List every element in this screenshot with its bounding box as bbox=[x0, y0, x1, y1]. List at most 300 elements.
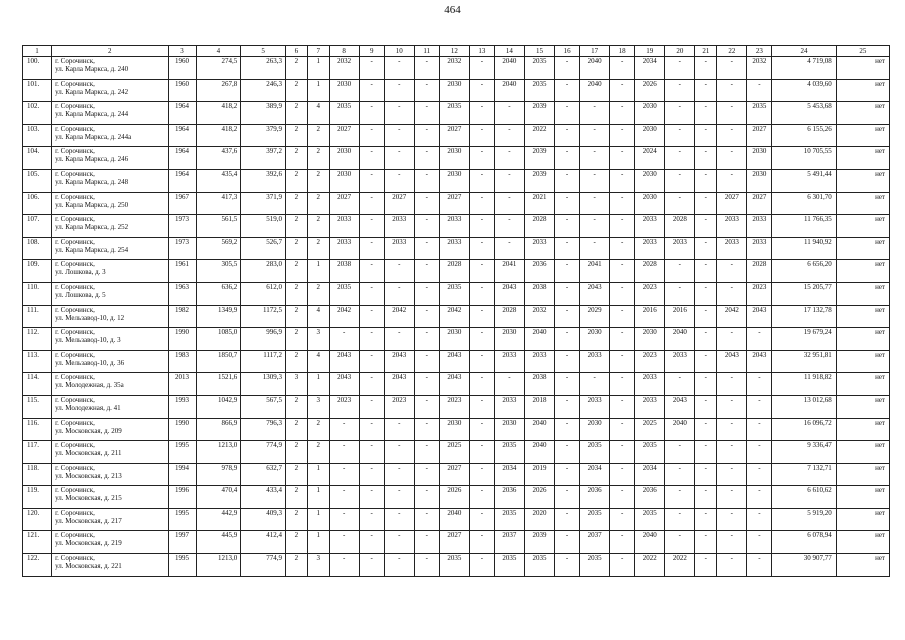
cell-col-12: 2030 bbox=[439, 79, 469, 102]
cell-col-25: нет bbox=[836, 418, 889, 441]
cell-col-19: 2030 bbox=[635, 102, 665, 125]
cell-col-6: 2 bbox=[285, 57, 307, 80]
cell-col-22: - bbox=[717, 395, 747, 418]
cell-col-3: 2013 bbox=[168, 373, 196, 396]
cell-col-8: - bbox=[329, 463, 359, 486]
cell-col-4: 442,9 bbox=[196, 508, 241, 531]
cell-col-5: 1172,5 bbox=[241, 305, 286, 328]
cell-col-9: - bbox=[359, 282, 384, 305]
address-city: г. Сорочинск, bbox=[55, 395, 95, 404]
address-cell bbox=[52, 147, 168, 170]
column-header-11: 11 bbox=[414, 46, 439, 57]
cell-col-5: 409,3 bbox=[241, 508, 286, 531]
cell-col-6: 2 bbox=[285, 260, 307, 283]
cell-col-5: 371,9 bbox=[241, 192, 286, 215]
cell-col-8: 2030 bbox=[329, 169, 359, 192]
cell-col-11: - bbox=[414, 554, 439, 577]
cell-col-18: - bbox=[610, 79, 635, 102]
cell-col-20: 2040 bbox=[665, 418, 695, 441]
cell-col-21: - bbox=[695, 169, 717, 192]
cell-col-20: 2043 bbox=[665, 395, 695, 418]
cell-col-23: 2043 bbox=[747, 350, 772, 373]
cell-col-9: - bbox=[359, 260, 384, 283]
cell-col-10: - bbox=[384, 124, 414, 147]
cell-col-22: 2042 bbox=[717, 305, 747, 328]
cell-col-8: - bbox=[329, 554, 359, 577]
address-cell bbox=[52, 215, 168, 238]
cell-col-16: - bbox=[555, 350, 580, 373]
cell-col-3: 1963 bbox=[168, 282, 196, 305]
cell-col-10: - bbox=[384, 102, 414, 125]
table-row bbox=[23, 147, 890, 170]
cell-col-19: 2024 bbox=[635, 147, 665, 170]
cell-col-19: 2035 bbox=[635, 441, 665, 464]
cell-col-23: 2027 bbox=[747, 192, 772, 215]
cell-col-8: - bbox=[329, 418, 359, 441]
address-street: ул. Московская, д. 215 bbox=[55, 494, 122, 503]
cell-col-17: 2033 bbox=[580, 395, 610, 418]
cell-col-10: - bbox=[384, 147, 414, 170]
table-row bbox=[23, 305, 890, 328]
address-cell bbox=[52, 395, 168, 418]
cell-col-21: - bbox=[695, 79, 717, 102]
address-city: г. Сорочинск, bbox=[55, 147, 95, 156]
address-cell bbox=[52, 508, 168, 531]
column-header-6: 6 bbox=[285, 46, 307, 57]
cell-col-24: 6 078,94 bbox=[772, 531, 836, 554]
row-number: 105. bbox=[23, 169, 52, 192]
cell-col-7: 2 bbox=[307, 418, 329, 441]
cell-col-21: - bbox=[695, 554, 717, 577]
cell-col-7: 2 bbox=[307, 282, 329, 305]
cell-col-8: 2038 bbox=[329, 260, 359, 283]
address-cell bbox=[52, 418, 168, 441]
cell-col-22: - bbox=[717, 463, 747, 486]
cell-col-19: 2022 bbox=[635, 554, 665, 577]
cell-col-4: 569,2 bbox=[196, 237, 241, 260]
cell-col-4: 978,9 bbox=[196, 463, 241, 486]
cell-col-6: 2 bbox=[285, 237, 307, 260]
row-number: 112. bbox=[23, 328, 52, 351]
cell-col-9: - bbox=[359, 124, 384, 147]
cell-col-12: 2043 bbox=[439, 373, 469, 396]
cell-col-11: - bbox=[414, 373, 439, 396]
cell-col-23: - bbox=[747, 79, 772, 102]
address-street: ул. Мельзавод-10, д. 36 bbox=[55, 358, 125, 367]
cell-col-25: нет bbox=[836, 531, 889, 554]
cell-col-22: - bbox=[717, 486, 747, 509]
cell-col-25: нет bbox=[836, 102, 889, 125]
cell-col-25: нет bbox=[836, 215, 889, 238]
address-street: ул. Московская, д. 221 bbox=[55, 562, 122, 571]
cell-col-12: 2027 bbox=[439, 531, 469, 554]
table-row bbox=[23, 124, 890, 147]
cell-col-25: нет bbox=[836, 373, 889, 396]
address-city: г. Сорочинск, bbox=[55, 350, 95, 359]
cell-col-11: - bbox=[414, 102, 439, 125]
address-cell bbox=[52, 441, 168, 464]
cell-col-8: 2030 bbox=[329, 147, 359, 170]
address-cell bbox=[52, 169, 168, 192]
address-street: ул. Лошкова, д. 5 bbox=[55, 290, 106, 299]
cell-col-9: - bbox=[359, 169, 384, 192]
cell-col-22: - bbox=[717, 124, 747, 147]
cell-col-24: 6 610,62 bbox=[772, 486, 836, 509]
cell-col-3: 1964 bbox=[168, 169, 196, 192]
cell-col-21: - bbox=[695, 305, 717, 328]
cell-col-4: 1042,9 bbox=[196, 395, 241, 418]
cell-col-20: - bbox=[665, 373, 695, 396]
cell-col-13: - bbox=[469, 215, 494, 238]
cell-col-17: - bbox=[580, 373, 610, 396]
column-header-2: 2 bbox=[52, 46, 168, 57]
address-street: ул. Московская, д. 219 bbox=[55, 539, 122, 548]
address-cell bbox=[52, 328, 168, 351]
table-row bbox=[23, 328, 890, 351]
cell-col-23: 2030 bbox=[747, 147, 772, 170]
cell-col-14: 2033 bbox=[494, 350, 524, 373]
cell-col-7: 1 bbox=[307, 260, 329, 283]
cell-col-7: 1 bbox=[307, 373, 329, 396]
cell-col-4: 470,4 bbox=[196, 486, 241, 509]
table-row bbox=[23, 192, 890, 215]
table-row bbox=[23, 57, 890, 80]
cell-col-22: - bbox=[717, 102, 747, 125]
cell-col-25: нет bbox=[836, 305, 889, 328]
address-cell bbox=[52, 102, 168, 125]
cell-col-23: - bbox=[747, 531, 772, 554]
cell-col-23: - bbox=[747, 508, 772, 531]
cell-col-19: 2033 bbox=[635, 373, 665, 396]
address-city: г. Сорочинск, bbox=[55, 508, 95, 517]
cell-col-5: 796,3 bbox=[241, 418, 286, 441]
cell-col-13: - bbox=[469, 441, 494, 464]
cell-col-23: 2023 bbox=[747, 282, 772, 305]
cell-col-19: 2028 bbox=[635, 260, 665, 283]
cell-col-12: 2032 bbox=[439, 57, 469, 80]
cell-col-24: 11 918,82 bbox=[772, 373, 836, 396]
address-cell bbox=[52, 260, 168, 283]
cell-col-3: 1960 bbox=[168, 57, 196, 80]
cell-col-16: - bbox=[555, 463, 580, 486]
cell-col-4: 418,2 bbox=[196, 124, 241, 147]
cell-col-15: 2020 bbox=[524, 508, 554, 531]
housing-registry-table bbox=[22, 45, 890, 577]
table-body bbox=[23, 57, 890, 577]
column-header-22: 22 bbox=[717, 46, 747, 57]
cell-col-10: 2033 bbox=[384, 215, 414, 238]
address-city: г. Сорочинск, bbox=[55, 57, 95, 65]
table-row bbox=[23, 237, 890, 260]
cell-col-18: - bbox=[610, 463, 635, 486]
table-row bbox=[23, 260, 890, 283]
cell-col-11: - bbox=[414, 328, 439, 351]
cell-col-19: 2040 bbox=[635, 531, 665, 554]
cell-col-17: - bbox=[580, 102, 610, 125]
cell-col-3: 1964 bbox=[168, 102, 196, 125]
cell-col-15: 2039 bbox=[524, 102, 554, 125]
cell-col-11: - bbox=[414, 305, 439, 328]
cell-col-9: - bbox=[359, 486, 384, 509]
cell-col-13: - bbox=[469, 373, 494, 396]
cell-col-18: - bbox=[610, 418, 635, 441]
cell-col-8: 2023 bbox=[329, 395, 359, 418]
cell-col-24: 6 656,20 bbox=[772, 260, 836, 283]
cell-col-17: - bbox=[580, 237, 610, 260]
cell-col-8: - bbox=[329, 441, 359, 464]
cell-col-3: 1993 bbox=[168, 395, 196, 418]
cell-col-3: 1990 bbox=[168, 418, 196, 441]
cell-col-13: - bbox=[469, 463, 494, 486]
cell-col-8: 2043 bbox=[329, 373, 359, 396]
cell-col-8: 2030 bbox=[329, 79, 359, 102]
cell-col-24: 10 705,55 bbox=[772, 147, 836, 170]
cell-col-18: - bbox=[610, 305, 635, 328]
cell-col-7: 3 bbox=[307, 395, 329, 418]
cell-col-22: - bbox=[717, 169, 747, 192]
cell-col-9: - bbox=[359, 147, 384, 170]
cell-col-17: 2035 bbox=[580, 508, 610, 531]
cell-col-23: - bbox=[747, 395, 772, 418]
cell-col-25: нет bbox=[836, 508, 889, 531]
cell-col-18: - bbox=[610, 328, 635, 351]
cell-col-15: 2036 bbox=[524, 260, 554, 283]
cell-col-4: 305,5 bbox=[196, 260, 241, 283]
cell-col-23: 2035 bbox=[747, 102, 772, 125]
cell-col-13: - bbox=[469, 124, 494, 147]
cell-col-16: - bbox=[555, 147, 580, 170]
table-row bbox=[23, 554, 890, 577]
cell-col-16: - bbox=[555, 215, 580, 238]
row-number: 122. bbox=[23, 554, 52, 577]
cell-col-4: 561,5 bbox=[196, 215, 241, 238]
cell-col-23: 2032 bbox=[747, 57, 772, 80]
cell-col-16: - bbox=[555, 373, 580, 396]
cell-col-12: 2026 bbox=[439, 486, 469, 509]
cell-col-12: 2042 bbox=[439, 305, 469, 328]
address-street: ул. Московская, д. 209 bbox=[55, 426, 122, 435]
cell-col-10: 2027 bbox=[384, 192, 414, 215]
cell-col-18: - bbox=[610, 124, 635, 147]
cell-col-9: - bbox=[359, 350, 384, 373]
table-row bbox=[23, 373, 890, 396]
cell-col-14: 2035 bbox=[494, 508, 524, 531]
cell-col-12: 2043 bbox=[439, 350, 469, 373]
cell-col-17: - bbox=[580, 124, 610, 147]
cell-col-20: - bbox=[665, 102, 695, 125]
cell-col-20: - bbox=[665, 79, 695, 102]
cell-col-10: 2043 bbox=[384, 373, 414, 396]
cell-col-23: 2028 bbox=[747, 260, 772, 283]
cell-col-7: 2 bbox=[307, 215, 329, 238]
cell-col-22: - bbox=[717, 554, 747, 577]
column-header-17: 17 bbox=[580, 46, 610, 57]
cell-col-5: 996,9 bbox=[241, 328, 286, 351]
cell-col-17: - bbox=[580, 147, 610, 170]
cell-col-25: нет bbox=[836, 350, 889, 373]
column-header-16: 16 bbox=[555, 46, 580, 57]
cell-col-14: - bbox=[494, 373, 524, 396]
cell-col-10: - bbox=[384, 463, 414, 486]
cell-col-18: - bbox=[610, 237, 635, 260]
cell-col-18: - bbox=[610, 373, 635, 396]
row-number: 111. bbox=[23, 305, 52, 328]
cell-col-24: 4 719,08 bbox=[772, 57, 836, 80]
table-row bbox=[23, 418, 890, 441]
cell-col-18: - bbox=[610, 531, 635, 554]
cell-col-22: - bbox=[717, 328, 747, 351]
cell-col-21: - bbox=[695, 147, 717, 170]
table-row bbox=[23, 463, 890, 486]
column-header-14: 14 bbox=[494, 46, 524, 57]
cell-col-22: - bbox=[717, 373, 747, 396]
cell-col-16: - bbox=[555, 237, 580, 260]
address-city: г. Сорочинск, bbox=[55, 282, 95, 291]
cell-col-19: 2026 bbox=[635, 79, 665, 102]
cell-col-3: 1967 bbox=[168, 192, 196, 215]
cell-col-21: - bbox=[695, 486, 717, 509]
address-city: г. Сорочинск, bbox=[55, 192, 95, 201]
cell-col-6: 2 bbox=[285, 463, 307, 486]
column-header-21: 21 bbox=[695, 46, 717, 57]
cell-col-24: 9 336,47 bbox=[772, 441, 836, 464]
cell-col-5: 612,0 bbox=[241, 282, 286, 305]
cell-col-16: - bbox=[555, 554, 580, 577]
cell-col-20: - bbox=[665, 147, 695, 170]
cell-col-10: - bbox=[384, 169, 414, 192]
cell-col-5: 1309,3 bbox=[241, 373, 286, 396]
cell-col-25: нет bbox=[836, 57, 889, 80]
cell-col-10: 2033 bbox=[384, 237, 414, 260]
cell-col-22: 2033 bbox=[717, 215, 747, 238]
cell-col-5: 397,2 bbox=[241, 147, 286, 170]
cell-col-9: - bbox=[359, 418, 384, 441]
cell-col-21: - bbox=[695, 192, 717, 215]
cell-col-16: - bbox=[555, 169, 580, 192]
cell-col-24: 5 453,68 bbox=[772, 102, 836, 125]
cell-col-13: - bbox=[469, 237, 494, 260]
cell-col-12: 2030 bbox=[439, 169, 469, 192]
cell-col-25: нет bbox=[836, 486, 889, 509]
cell-col-17: 2035 bbox=[580, 441, 610, 464]
cell-col-4: 435,4 bbox=[196, 169, 241, 192]
cell-col-13: - bbox=[469, 328, 494, 351]
cell-col-12: 2033 bbox=[439, 237, 469, 260]
address-street: ул. Карла Маркса, д. 246 bbox=[55, 155, 129, 164]
cell-col-20: 2016 bbox=[665, 305, 695, 328]
cell-col-4: 636,2 bbox=[196, 282, 241, 305]
cell-col-9: - bbox=[359, 373, 384, 396]
cell-col-9: - bbox=[359, 305, 384, 328]
address-city: г. Сорочинск, bbox=[55, 441, 95, 450]
cell-col-19: 2030 bbox=[635, 169, 665, 192]
cell-col-15: 2021 bbox=[524, 192, 554, 215]
cell-col-9: - bbox=[359, 79, 384, 102]
cell-col-16: - bbox=[555, 328, 580, 351]
cell-col-6: 2 bbox=[285, 350, 307, 373]
row-number: 103. bbox=[23, 124, 52, 147]
address-cell bbox=[52, 486, 168, 509]
cell-col-14: - bbox=[494, 192, 524, 215]
row-number: 107. bbox=[23, 215, 52, 238]
address-cell bbox=[52, 192, 168, 215]
cell-col-3: 1973 bbox=[168, 237, 196, 260]
address-street: ул. Московская, д. 213 bbox=[55, 471, 122, 480]
cell-col-3: 1982 bbox=[168, 305, 196, 328]
cell-col-9: - bbox=[359, 237, 384, 260]
cell-col-13: - bbox=[469, 169, 494, 192]
cell-col-25: нет bbox=[836, 169, 889, 192]
cell-col-4: 417,3 bbox=[196, 192, 241, 215]
cell-col-21: - bbox=[695, 395, 717, 418]
cell-col-6: 2 bbox=[285, 508, 307, 531]
cell-col-9: - bbox=[359, 554, 384, 577]
cell-col-24: 6 155,26 bbox=[772, 124, 836, 147]
cell-col-3: 1995 bbox=[168, 441, 196, 464]
address-street: ул. Лошкова, д. 3 bbox=[55, 268, 106, 277]
cell-col-6: 2 bbox=[285, 305, 307, 328]
cell-col-23: 2027 bbox=[747, 124, 772, 147]
cell-col-5: 412,4 bbox=[241, 531, 286, 554]
cell-col-11: - bbox=[414, 486, 439, 509]
row-number: 102. bbox=[23, 102, 52, 125]
row-number: 115. bbox=[23, 395, 52, 418]
address-city: г. Сорочинск, bbox=[55, 463, 95, 472]
cell-col-5: 389,9 bbox=[241, 102, 286, 125]
address-city: г. Сорочинск, bbox=[55, 79, 95, 88]
cell-col-4: 1521,6 bbox=[196, 373, 241, 396]
address-street: ул. Карла Маркса, д. 240 bbox=[55, 65, 129, 73]
cell-col-14: - bbox=[494, 169, 524, 192]
table-row bbox=[23, 508, 890, 531]
cell-col-24: 30 907,77 bbox=[772, 554, 836, 577]
cell-col-15: 2026 bbox=[524, 486, 554, 509]
column-header-12: 12 bbox=[439, 46, 469, 57]
cell-col-22: - bbox=[717, 147, 747, 170]
cell-col-5: 246,3 bbox=[241, 79, 286, 102]
row-number: 114. bbox=[23, 373, 52, 396]
cell-col-11: - bbox=[414, 57, 439, 80]
address-city: г. Сорочинск, bbox=[55, 531, 95, 540]
cell-col-6: 2 bbox=[285, 418, 307, 441]
cell-col-5: 567,5 bbox=[241, 395, 286, 418]
cell-col-8: 2027 bbox=[329, 192, 359, 215]
cell-col-23: 2033 bbox=[747, 237, 772, 260]
row-number: 117. bbox=[23, 441, 52, 464]
column-header-4: 4 bbox=[196, 46, 241, 57]
cell-col-10: - bbox=[384, 57, 414, 80]
cell-col-15: 2039 bbox=[524, 169, 554, 192]
cell-col-17: 2033 bbox=[580, 350, 610, 373]
cell-col-13: - bbox=[469, 350, 494, 373]
row-number: 116. bbox=[23, 418, 52, 441]
table-row bbox=[23, 486, 890, 509]
cell-col-24: 15 205,77 bbox=[772, 282, 836, 305]
cell-col-21: - bbox=[695, 260, 717, 283]
address-city: г. Сорочинск, bbox=[55, 124, 95, 133]
cell-col-11: - bbox=[414, 215, 439, 238]
cell-col-16: - bbox=[555, 260, 580, 283]
cell-col-17: 2029 bbox=[580, 305, 610, 328]
cell-col-6: 2 bbox=[285, 147, 307, 170]
cell-col-8: 2032 bbox=[329, 57, 359, 80]
cell-col-7: 1 bbox=[307, 79, 329, 102]
column-header-10: 10 bbox=[384, 46, 414, 57]
cell-col-5: 433,4 bbox=[241, 486, 286, 509]
cell-col-20: 2022 bbox=[665, 554, 695, 577]
cell-col-6: 2 bbox=[285, 215, 307, 238]
address-street: ул. Карла Маркса, д. 244 bbox=[55, 110, 129, 119]
